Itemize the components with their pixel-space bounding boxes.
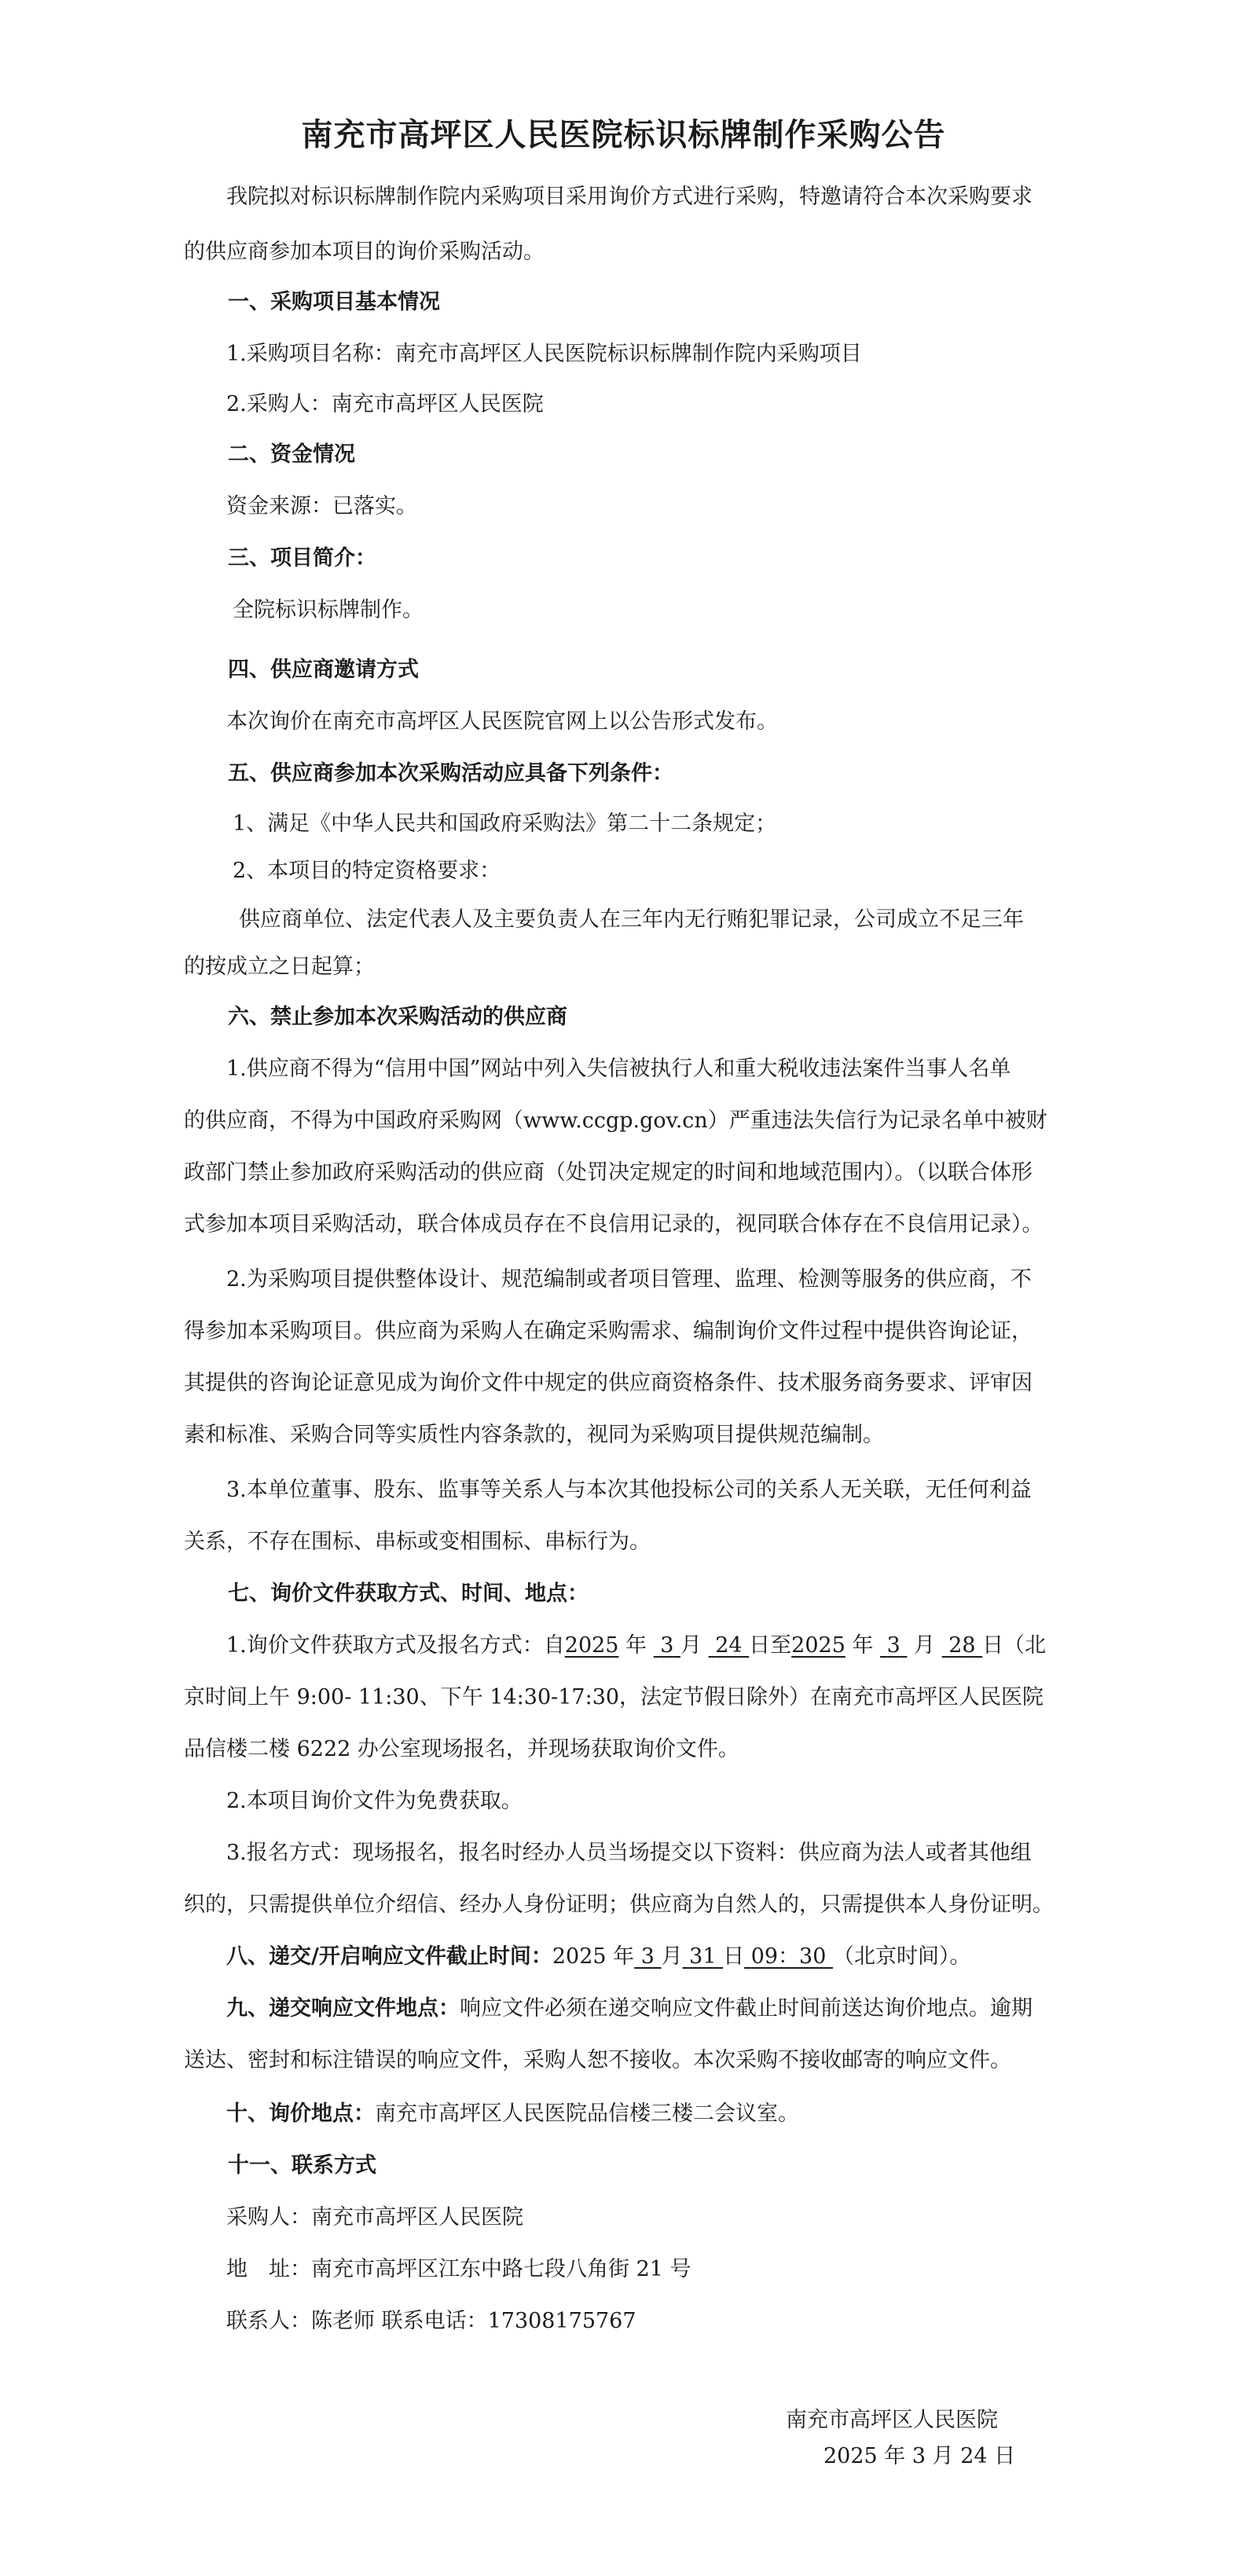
start-year: 2025 bbox=[564, 1633, 619, 1658]
s3-text: 全院标识标牌制作。 bbox=[233, 598, 424, 622]
s7-p2: 2.本项目询价文件为免费获取。 bbox=[226, 1789, 523, 1813]
end-year: 2025 bbox=[791, 1633, 845, 1658]
s7-p1-prefix: 1.询价文件获取方式及报名方式：自 bbox=[226, 1633, 565, 1658]
s6-p2-line-4: 素和标准、采购合同等实质性内容条款的，视同为采购项目提供规范编制。 bbox=[184, 1423, 884, 1447]
section-1-heading: 一、采购项目基本情况 bbox=[228, 290, 440, 314]
s7-p1-line-1: 1.询价文件获取方式及报名方式：自2025 年 3 月 24 日至2025 年 3 月 28 日（北 bbox=[226, 1633, 1047, 1658]
section-10-line bbox=[226, 2096, 799, 2127]
s5-requirement-line-2: 的按成立之日起算； bbox=[184, 955, 375, 979]
section-3-heading: 三、项目简介： bbox=[228, 546, 376, 570]
s9-text-1: 响应文件必须在递交响应文件截止时间前送达询价地点。逾期 bbox=[460, 1996, 1032, 2021]
s5-item-2: 2、本项目的特定资格要求： bbox=[233, 859, 501, 883]
signature-org: 南充市高坪区人民医院 bbox=[786, 2408, 998, 2432]
s7-p3-line-1: 3.报名方式：现场报名，报名时经办人员当场提交以下资料：供应商为法人或者其他组 bbox=[226, 1841, 1032, 1865]
section-9-line-1 bbox=[226, 1991, 1032, 2021]
s6-p2-line-1: 2.为采购项目提供整体设计、规范编制或者项目管理、监理、检测等服务的供应商，不 bbox=[226, 1267, 1032, 1292]
contact-person-phone: 联系人：陈老师 联系电话：17308175767 bbox=[226, 2309, 636, 2333]
s6-p1-line-2: 的供应商，不得为中国政府采购网（www.ccgp.gov.cn）严重违法失信行为记录名单中被财 bbox=[184, 1108, 1047, 1133]
deadline-time: 09：30 bbox=[750, 1944, 827, 1969]
page-title: 南充市高坪区人民医院标识标牌制作采购公告 bbox=[301, 116, 946, 153]
section-4-heading: 四、供应商邀请方式 bbox=[228, 658, 419, 682]
s6-p1-line-3: 政部门禁止参加政府采购活动的供应商（处罚决定规定的时间和地域范围内）。（以联合体形 bbox=[184, 1160, 1032, 1185]
s1-item-1: 1.采购项目名称：南充市高坪区人民医院标识标牌制作院内采购项目 bbox=[226, 342, 862, 366]
start-month: 3 bbox=[660, 1633, 674, 1658]
s7-p1-line-3: 品信楼二楼 6222 办公室现场报名，并现场获取询价文件。 bbox=[184, 1737, 739, 1761]
deadline-year: 2025 bbox=[552, 1944, 607, 1969]
end-month: 3 bbox=[886, 1633, 900, 1658]
section-11-heading: 十一、联系方式 bbox=[228, 2153, 376, 2178]
section-2-heading: 二、资金情况 bbox=[228, 442, 355, 467]
section-8-line: 八、递交/开启响应文件截止时间：2025 年 3 月 31 日 09：30 （北京时间）。 bbox=[226, 1944, 971, 1969]
end-day: 28 bbox=[948, 1633, 976, 1658]
section-5-heading: 五、供应商参加本次采购活动应具备下列条件： bbox=[228, 761, 673, 786]
s6-p2-line-2: 得参加本采购项目。供应商为采购人在确定采购需求、编制询价文件过程中提供咨询论证， bbox=[184, 1319, 1032, 1343]
contact-buyer: 采购人：南充市高坪区人民医院 bbox=[226, 2205, 523, 2230]
s4-text: 本次询价在南充市高坪区人民医院官网上以公告形式发布。 bbox=[226, 709, 778, 734]
s10-text: 南充市高坪区人民医院品信楼三楼二会议室。 bbox=[375, 2101, 799, 2126]
section-7-heading: 七、询价文件获取方式、时间、地点： bbox=[228, 1581, 589, 1606]
section-9-line-2: 送达、密封和标注错误的响应文件，采购人恕不接收。本次采购不接收邮寄的响应文件。 bbox=[184, 2048, 1011, 2072]
deadline-suffix: （北京时间）。 bbox=[833, 1944, 971, 1969]
s6-p2-line-3: 其提供的咨询论证意见成为询价文件中规定的供应商资格条件、技术服务商务要求、评审因 bbox=[184, 1371, 1032, 1395]
s5-requirement-line-1: 供应商单位、法定代表人及主要负责人在三年内无行贿犯罪记录，公司成立不足三年 bbox=[239, 907, 1024, 932]
section-10-heading: 十、询价地点： bbox=[226, 2101, 375, 2126]
start-day: 24 bbox=[715, 1633, 743, 1658]
s2-text: 资金来源：已落实。 bbox=[226, 494, 417, 518]
signature-date: 2025 年 3 月 24 日 bbox=[823, 2444, 1016, 2468]
s6-p3-line-2: 关系，不存在围标、串标或变相围标、串标行为。 bbox=[184, 1530, 651, 1554]
section-9-heading: 九、递交响应文件地点： bbox=[226, 1996, 460, 2021]
s5-item-1: 1、满足《中华人民共和国政府采购法》第二十二条规定； bbox=[233, 812, 777, 836]
s7-p1-line-2: 京时间上午 9:00- 11:30、下午 14:30-17:30，法定节假日除外）在南充市高坪区人民医院 bbox=[184, 1685, 1044, 1709]
s6-p3-line-1: 3.本单位董事、股东、监事等关系人与本次其他投标公司的关系人无关联，无任何利益 bbox=[226, 1478, 1032, 1502]
deadline-month: 3 bbox=[640, 1944, 655, 1969]
deadline-day: 31 bbox=[689, 1944, 717, 1969]
s6-p1-line-4: 式参加本项目采购活动，联合体成员存在不良信用记录的，视同联合体存在不良信用记录）。 bbox=[184, 1212, 1043, 1237]
s1-item-2: 2.采购人：南充市高坪区人民医院 bbox=[226, 392, 544, 416]
s7-p3-line-2: 织的，只需提供单位介绍信、经办人身份证明；供应商为自然人的，只需提供本人身份证明。 bbox=[184, 1893, 1054, 1917]
section-6-heading: 六、禁止参加本次采购活动的供应商 bbox=[228, 1005, 567, 1029]
contact-address: 地 址：南充市高坪区江东中路七段八角街 21 号 bbox=[226, 2257, 691, 2281]
intro-line-2: 的供应商参加本项目的询价采购活动。 bbox=[184, 240, 545, 264]
intro-line-1: 我院拟对标识标牌制作院内采购项目采用询价方式进行采购，特邀请符合本次采购要求 bbox=[226, 185, 1032, 209]
s6-p1-line-1: 1.供应商不得为“信用中国”网站中列入失信被执行人和重大税收违法案件当事人名单 bbox=[226, 1057, 1011, 1081]
section-8-heading: 八、递交/开启响应文件截止时间： bbox=[226, 1944, 552, 1969]
